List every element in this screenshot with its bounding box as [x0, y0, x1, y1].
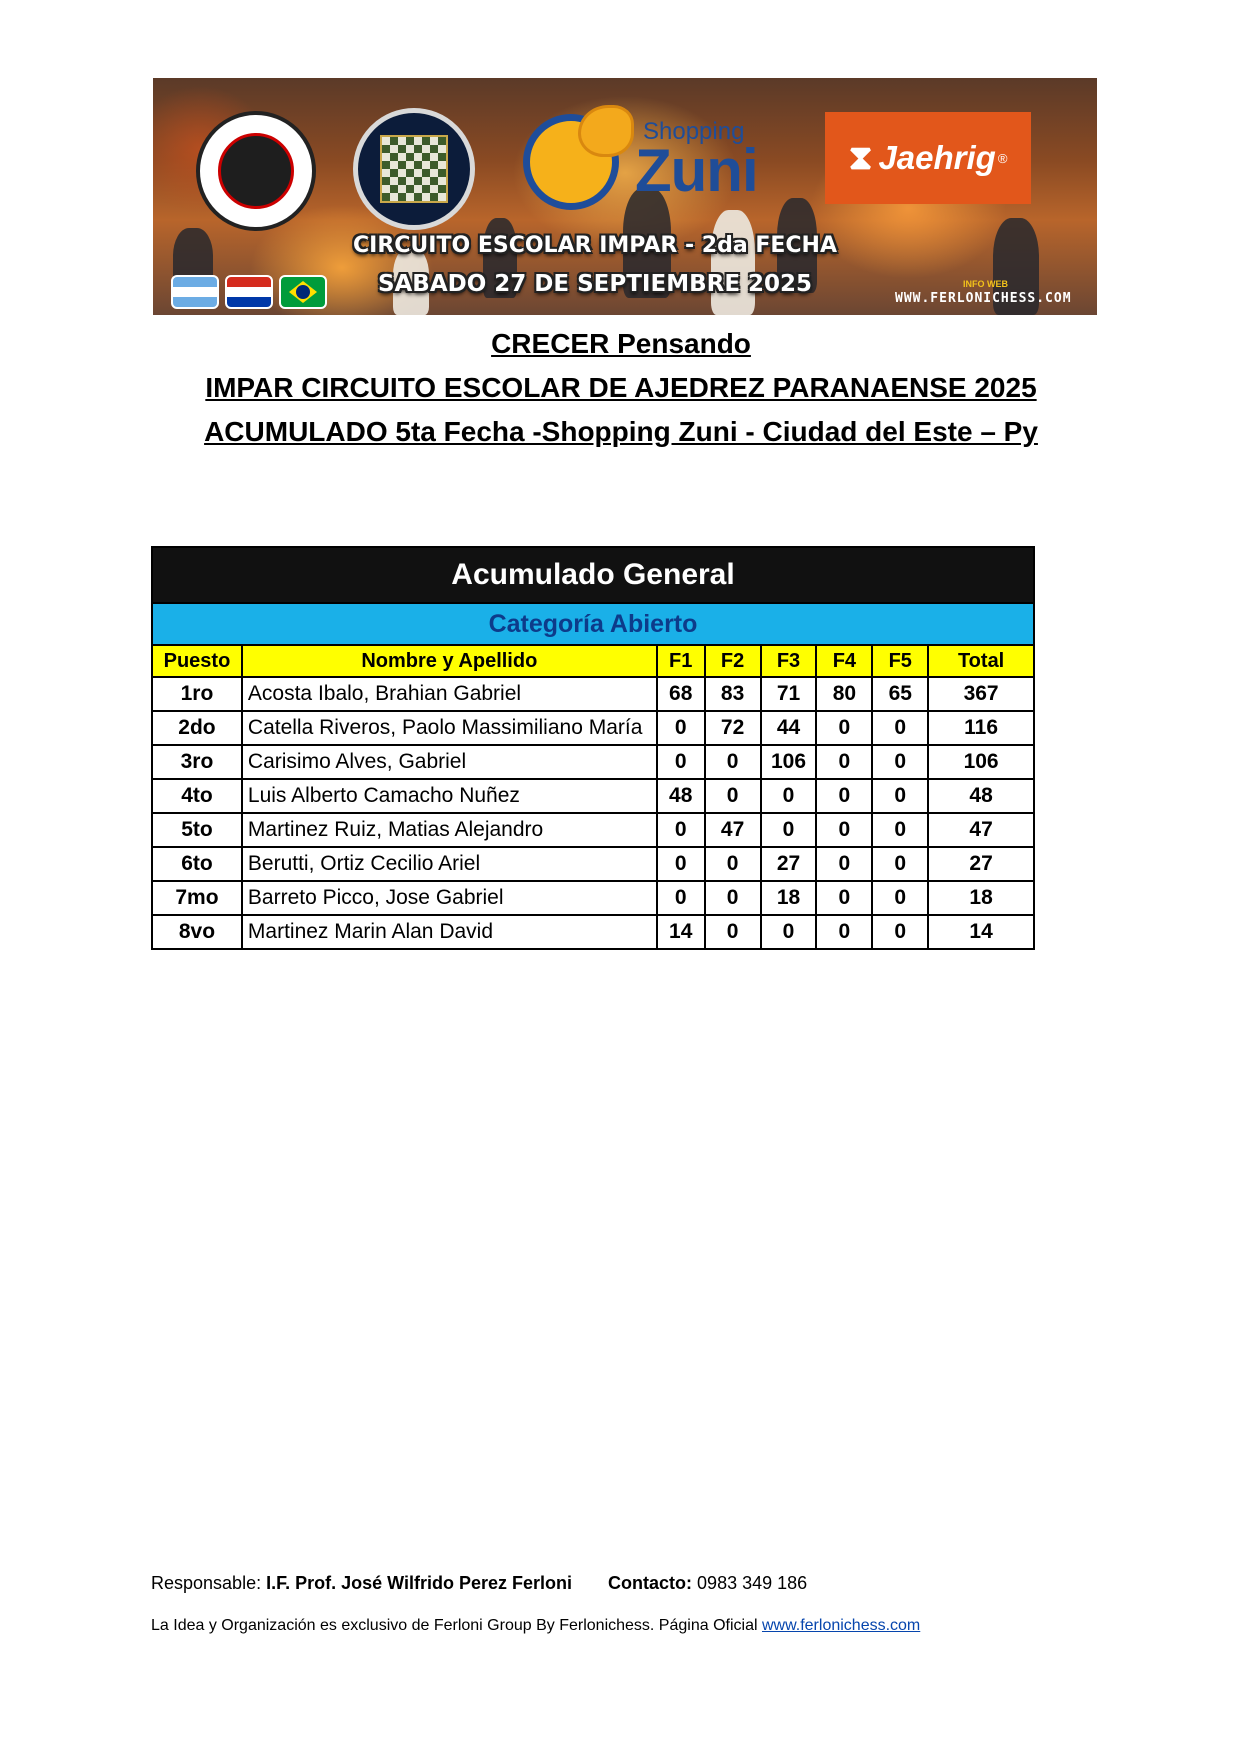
- cell-puesto: 5to: [152, 813, 242, 847]
- banner-title-line2: SABADO 27 DE SEPTIEMBRE 2025: [377, 271, 813, 297]
- table-row: [152, 813, 1034, 847]
- cell-f4: 0: [816, 881, 872, 915]
- cell-puesto: 4to: [152, 779, 242, 813]
- zuni-label: Zuni: [635, 137, 758, 204]
- table-row: [152, 847, 1034, 881]
- event-banner: [153, 78, 1097, 315]
- info-web-label: INFO WEB: [963, 279, 1008, 289]
- cell-f3: 44: [761, 711, 817, 745]
- cell-f5: 0: [872, 881, 928, 915]
- cell-f4: 0: [816, 813, 872, 847]
- table-row: [152, 915, 1034, 949]
- cell-puesto: 2do: [152, 711, 242, 745]
- cell-puesto: 1ro: [152, 677, 242, 711]
- footer-organizacion-line: [151, 1617, 920, 1635]
- responsable-label: Responsable:: [151, 1573, 262, 1593]
- cell-f4: 0: [816, 847, 872, 881]
- cell-f2: 83: [705, 677, 761, 711]
- table-row: [152, 745, 1034, 779]
- shopping-zuni-logo: [523, 114, 619, 210]
- contacto-phone: 0983 349 186: [697, 1573, 808, 1593]
- jaehrig-logo: [825, 112, 1031, 204]
- cell-f2: 0: [705, 915, 761, 949]
- column-header-total: Total: [928, 645, 1034, 677]
- organizacion-text: La Idea y Organización es exclusivo de Ferloni Group By Ferlonichess. Página Oficial: [151, 1617, 758, 1634]
- cell-f5: 0: [872, 915, 928, 949]
- heading-acumulado-fecha: ACUMULADO 5ta Fecha -Shopping Zuni - Ciudad del Este – Py: [204, 416, 1038, 447]
- cell-f5: 0: [872, 711, 928, 745]
- cell-f2: 0: [705, 745, 761, 779]
- cell-f5: 0: [872, 813, 928, 847]
- table-row: [152, 881, 1034, 915]
- cell-f3: 0: [761, 779, 817, 813]
- contacto-label: Contacto:: [608, 1573, 693, 1593]
- column-header-puesto: Puesto: [152, 645, 242, 677]
- column-header-nombre: Nombre y Apellido: [242, 645, 657, 677]
- responsable-name: I.F. Prof. José Wilfrido Perez Ferloni: [266, 1573, 572, 1593]
- heading-circuito: IMPAR CIRCUITO ESCOLAR DE AJEDREZ PARANAENSE 2025: [205, 372, 1037, 403]
- cell-f2: 0: [705, 779, 761, 813]
- cell-f1: 68: [657, 677, 705, 711]
- shopping-label: Shopping: [643, 118, 745, 145]
- cell-f5: 0: [872, 779, 928, 813]
- cell-total: 14: [928, 915, 1034, 949]
- feparaj-logo: [196, 111, 316, 231]
- cell-f1: 0: [657, 847, 705, 881]
- flags-row: [171, 275, 327, 309]
- cell-f4: 0: [816, 711, 872, 745]
- table-category: Categoría Abierto: [152, 603, 1034, 645]
- cell-f3: 71: [761, 677, 817, 711]
- brazil-flag-icon: [279, 275, 327, 309]
- cell-f5: 0: [872, 847, 928, 881]
- cell-nombre: Berutti, Ortiz Cecilio Ariel: [242, 847, 657, 881]
- cell-total: 48: [928, 779, 1034, 813]
- jaehrig-label: Jaehrig: [878, 139, 996, 176]
- cell-nombre: Barreto Picco, Jose Gabriel: [242, 881, 657, 915]
- cell-total: 106: [928, 745, 1034, 779]
- banner-website: WWW.FERLONICHESS.COM: [895, 291, 1072, 306]
- paraguay-flag-icon: [225, 275, 273, 309]
- cell-f3: 0: [761, 915, 817, 949]
- argentina-flag-icon: [171, 275, 219, 309]
- cell-f3: 0: [761, 813, 817, 847]
- cell-f5: 65: [872, 677, 928, 711]
- cell-f1: 0: [657, 881, 705, 915]
- cell-total: 18: [928, 881, 1034, 915]
- shopping-bag-icon: [578, 105, 634, 157]
- cell-nombre: Luis Alberto Camacho Nuñez: [242, 779, 657, 813]
- cell-f1: 14: [657, 915, 705, 949]
- table-row: [152, 711, 1034, 745]
- cell-nombre: Martinez Ruiz, Matias Alejandro: [242, 813, 657, 847]
- cell-puesto: 7mo: [152, 881, 242, 915]
- cell-f1: 0: [657, 711, 705, 745]
- heading-crecer-pensando: CRECER Pensando: [491, 328, 751, 359]
- chessboard-icon: [380, 135, 448, 203]
- cell-nombre: Martinez Marin Alan David: [242, 915, 657, 949]
- cell-f4: 0: [816, 915, 872, 949]
- column-header-f2: F2: [705, 645, 761, 677]
- cell-f4: 80: [816, 677, 872, 711]
- cell-total: 47: [928, 813, 1034, 847]
- cell-nombre: Catella Riveros, Paolo Massimiliano María: [242, 711, 657, 745]
- cell-puesto: 8vo: [152, 915, 242, 949]
- cell-f3: 106: [761, 745, 817, 779]
- cell-puesto: 3ro: [152, 745, 242, 779]
- column-header-f4: F4: [816, 645, 872, 677]
- cell-f3: 18: [761, 881, 817, 915]
- table-row: [152, 677, 1034, 711]
- cell-total: 116: [928, 711, 1034, 745]
- cell-f2: 47: [705, 813, 761, 847]
- standings-table: [151, 546, 1035, 950]
- cell-f4: 0: [816, 745, 872, 779]
- cell-f2: 0: [705, 881, 761, 915]
- registered-mark: ®: [997, 150, 1008, 166]
- knight-icon: [218, 133, 294, 209]
- banner-title-line1: CIRCUITO ESCOLAR IMPAR - 2da FECHA: [353, 233, 837, 258]
- table-row: [152, 779, 1034, 813]
- cell-f4: 0: [816, 779, 872, 813]
- official-website-link[interactable]: www.ferlonichess.com: [761, 1617, 921, 1634]
- column-header-f5: F5: [872, 645, 928, 677]
- cell-f5: 0: [872, 745, 928, 779]
- cell-f3: 27: [761, 847, 817, 881]
- footer-responsable-line: [151, 1573, 807, 1594]
- cell-puesto: 6to: [152, 847, 242, 881]
- cell-f1: 0: [657, 745, 705, 779]
- hourglass-icon: ⧗: [848, 138, 873, 177]
- cell-nombre: Acosta Ibalo, Brahian Gabriel: [242, 677, 657, 711]
- cell-f1: 0: [657, 813, 705, 847]
- cell-nombre: Carisimo Alves, Gabriel: [242, 745, 657, 779]
- cell-f2: 72: [705, 711, 761, 745]
- cell-total: 367: [928, 677, 1034, 711]
- club-ferlonichess-logo: [353, 108, 475, 230]
- chess-piece-silhouette: [711, 210, 755, 315]
- cell-total: 27: [928, 847, 1034, 881]
- table-title: Acumulado General: [152, 547, 1034, 603]
- cell-f2: 0: [705, 847, 761, 881]
- cell-f1: 48: [657, 779, 705, 813]
- column-header-f3: F3: [761, 645, 817, 677]
- column-header-f1: F1: [657, 645, 705, 677]
